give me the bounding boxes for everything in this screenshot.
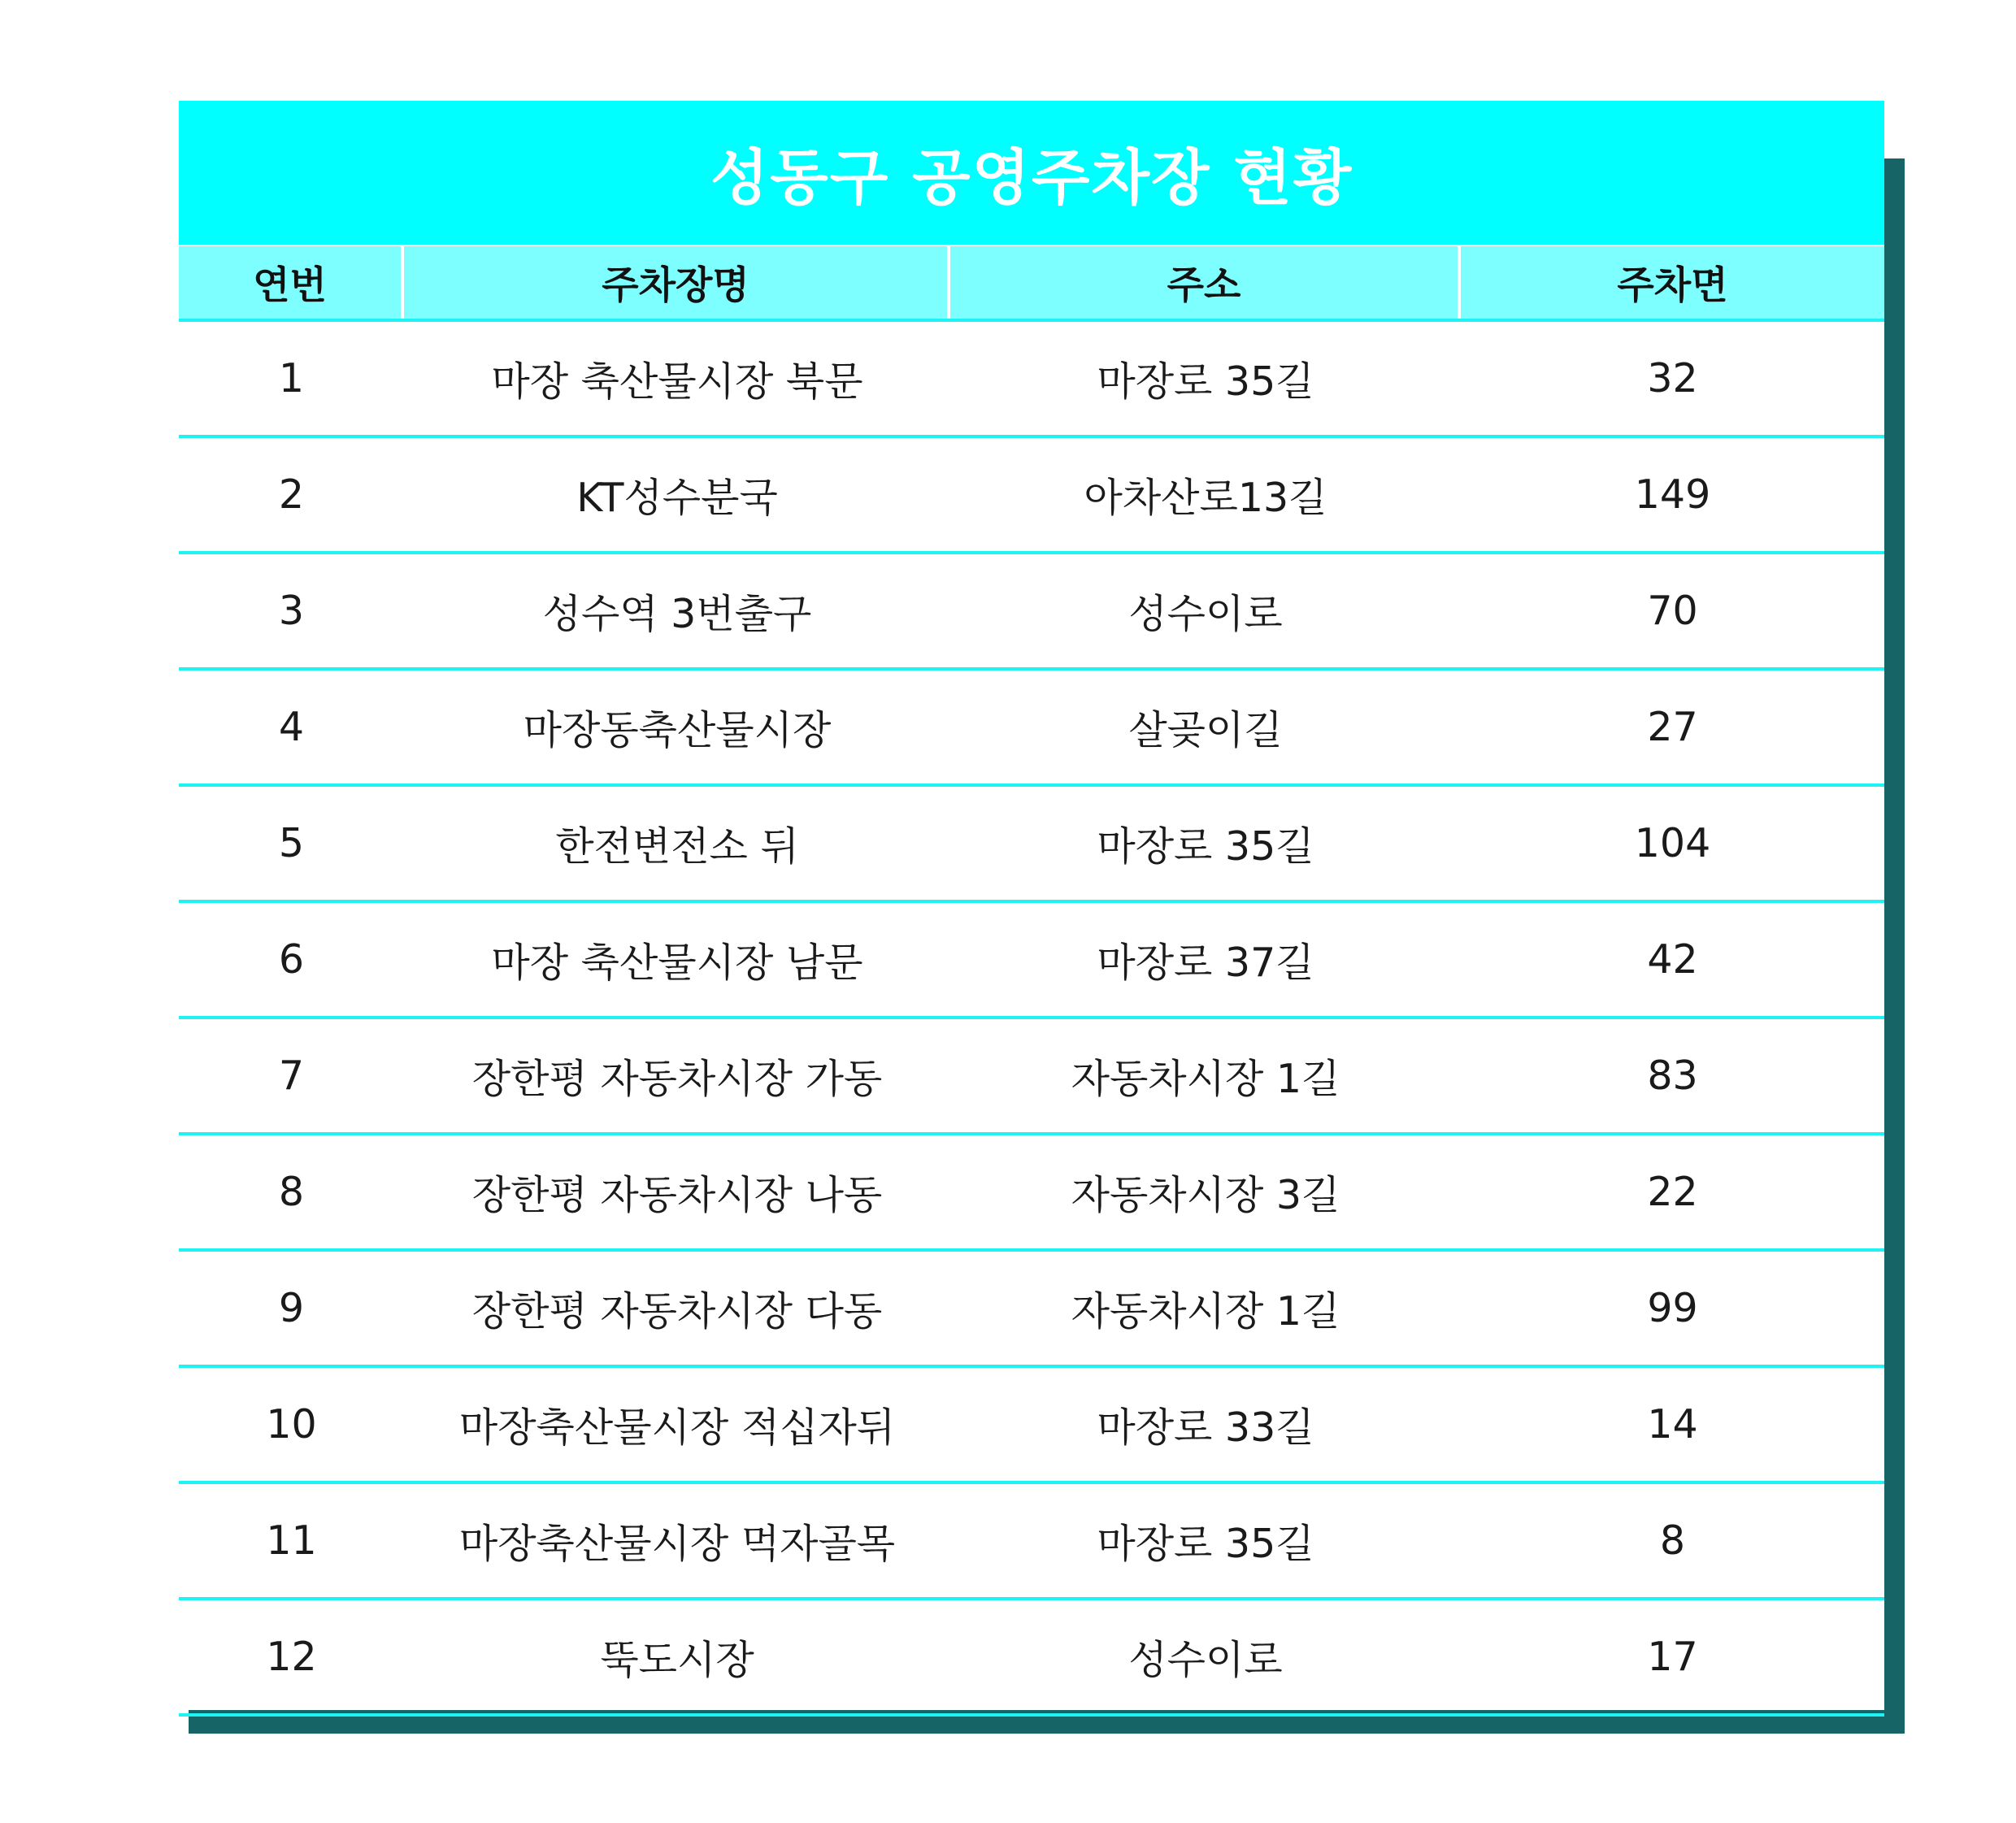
spaces-cell: 27 — [1647, 704, 1698, 750]
parking-name-cell: 성수역 3번출구 — [542, 590, 812, 637]
table-row — [179, 1019, 1884, 1135]
table-row — [179, 1252, 1884, 1368]
table-row — [179, 554, 1884, 671]
spaces-cell: 22 — [1647, 1169, 1698, 1215]
spaces-cell: 14 — [1647, 1401, 1698, 1448]
address-cell: 성수이로 — [1128, 1636, 1283, 1683]
row-number-cell: 12 — [266, 1634, 317, 1680]
table-row — [179, 1135, 1884, 1252]
spaces-cell: 32 — [1647, 355, 1698, 401]
table-body — [179, 319, 1884, 1717]
column-header-spaces: 주차면 — [1461, 246, 1884, 319]
row-number-cell: 1 — [278, 355, 305, 401]
table-header — [179, 246, 1884, 319]
page-title: 성동구 공영주차장 현황 — [710, 142, 1353, 213]
row-number-cell: 3 — [278, 588, 305, 634]
table-row — [179, 1368, 1884, 1484]
table-row — [179, 438, 1884, 554]
title-bar — [179, 101, 1884, 245]
row-number-cell: 10 — [266, 1401, 317, 1448]
parking-name-cell: 뚝도시장 — [600, 1636, 754, 1683]
column-header-no: 연번 — [179, 246, 404, 319]
table-row — [179, 671, 1884, 787]
spaces-cell: 17 — [1647, 1634, 1698, 1680]
address-cell: 자동차시장 1길 — [1071, 1287, 1340, 1335]
address-cell: 마장로 37길 — [1097, 939, 1314, 986]
address-cell: 아차산로13길 — [1084, 474, 1327, 521]
address-cell: 마장로 35길 — [1097, 1520, 1314, 1567]
spaces-cell: 104 — [1634, 820, 1711, 866]
row-number-cell: 8 — [278, 1169, 305, 1215]
row-number-cell: 9 — [278, 1285, 305, 1331]
row-number-cell: 5 — [278, 820, 305, 866]
parking-name-cell: 장한평 자동차시장 다동 — [471, 1287, 883, 1335]
spaces-cell: 42 — [1647, 936, 1698, 983]
address-cell: 자동차시장 3길 — [1071, 1171, 1340, 1218]
row-number-cell: 4 — [278, 704, 305, 750]
spaces-cell: 8 — [1659, 1517, 1686, 1564]
row-number-cell: 11 — [266, 1517, 317, 1564]
parking-name-cell: 마장동축산물시장 — [523, 706, 832, 753]
spaces-cell: 70 — [1647, 588, 1698, 634]
spaces-cell: 149 — [1634, 471, 1711, 518]
table-row — [179, 903, 1884, 1019]
parking-name-cell: KT성수분국 — [576, 474, 778, 521]
parking-name-cell: 마장축산물시장 먹자골목 — [458, 1520, 896, 1567]
column-header-address: 주소 — [950, 246, 1461, 319]
parking-name-cell: 한전변전소 뒤 — [555, 823, 799, 870]
column-header-name: 주차장명 — [404, 246, 950, 319]
parking-name-cell: 장한평 자동차시장 나동 — [471, 1171, 883, 1218]
parking-table-card — [179, 101, 1884, 1710]
parking-name-cell: 마장 축산물시장 북문 — [491, 358, 863, 405]
address-cell: 자동차시장 1길 — [1071, 1055, 1340, 1102]
table-row — [179, 1600, 1884, 1717]
row-number-cell: 2 — [278, 471, 305, 518]
spaces-cell: 99 — [1647, 1285, 1698, 1331]
parking-name-cell: 장한평 자동차시장 가동 — [471, 1055, 883, 1102]
parking-name-cell: 마장축산물시장 적십자뒤 — [458, 1404, 896, 1451]
address-cell: 마장로 35길 — [1097, 358, 1314, 405]
table-row — [179, 322, 1884, 438]
row-number-cell: 7 — [278, 1053, 305, 1099]
address-cell: 성수이로 — [1128, 590, 1283, 637]
table-row — [179, 1484, 1884, 1600]
address-cell: 살곶이길 — [1128, 706, 1283, 753]
spaces-cell: 83 — [1647, 1053, 1698, 1099]
address-cell: 마장로 35길 — [1097, 823, 1314, 870]
address-cell: 마장로 33길 — [1097, 1404, 1314, 1451]
row-number-cell: 6 — [278, 936, 305, 983]
parking-name-cell: 마장 축산물시장 남문 — [491, 939, 863, 986]
table-row — [179, 787, 1884, 903]
